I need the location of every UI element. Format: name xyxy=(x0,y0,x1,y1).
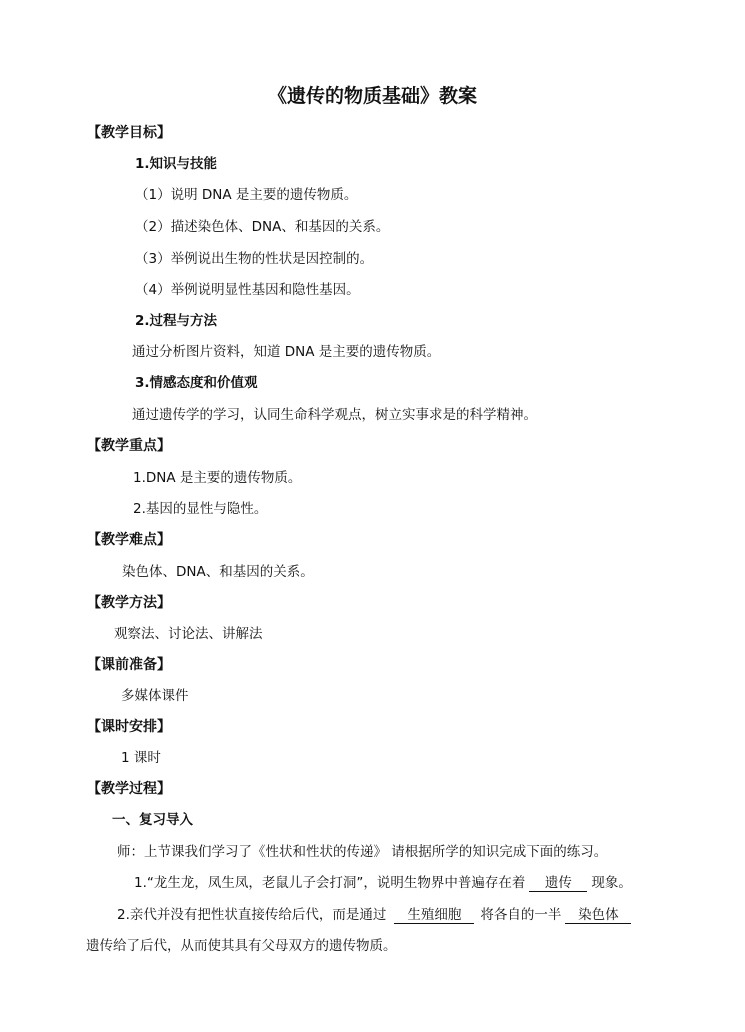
knowledge-item-4: （4）举例说明显性基因和隐性基因。 xyxy=(135,282,360,298)
heading-methods: 【教学方法】 xyxy=(87,595,171,611)
question-1 xyxy=(134,874,632,892)
question-2-answer-1: 生殖细胞 xyxy=(394,907,474,924)
document-title: 《遗传的物质基础》教案 xyxy=(267,85,477,107)
question-1-end: 现象。 xyxy=(591,875,632,891)
key-point-1: 1.DNA 是主要的遗传物质。 xyxy=(133,470,302,486)
question-2 xyxy=(117,906,631,924)
question-2-line-2: 遗传给了后代，从而使其具有父母双方的遗传物质。 xyxy=(86,938,397,954)
heading-objectives: 【教学目标】 xyxy=(87,125,171,141)
attitude-text: 通过遗传学的学习，认同生命科学观点，树立实事求是的科学精神。 xyxy=(132,407,537,423)
subheading-process: 2.过程与方法 xyxy=(135,313,218,329)
question-2-middle: 将各自的一半 xyxy=(480,907,562,923)
subheading-knowledge: 1.知识与技能 xyxy=(135,156,218,172)
step-review-intro: 一、复习导入 xyxy=(112,812,193,828)
schedule-text: 1 课时 xyxy=(121,750,161,766)
teacher-prompt: 师：上节课我们学习了《性状和性状的传递》 请根据所学的知识完成下面的练习。 xyxy=(117,844,608,860)
difficulties-text: 染色体、DNA、和基因的关系。 xyxy=(122,564,314,580)
key-point-2: 2.基因的显性与隐性。 xyxy=(133,501,268,517)
methods-text: 观察法、讨论法、讲解法 xyxy=(114,626,263,642)
heading-difficulties: 【教学难点】 xyxy=(87,532,171,548)
question-1-text: 1.“龙生龙，凤生凤，老鼠儿子会打洞”，说明生物界中普遍存在着 xyxy=(134,875,526,891)
subheading-attitude: 3.情感态度和价值观 xyxy=(135,375,258,391)
knowledge-item-3: （3）举例说出生物的性状是因控制的。 xyxy=(135,251,374,267)
question-2-text: 2.亲代并没有把性状直接传给后代，而是通过 xyxy=(117,907,387,923)
process-text: 通过分析图片资料，知道 DNA 是主要的遗传物质。 xyxy=(132,344,441,360)
heading-teaching-process: 【教学过程】 xyxy=(87,781,171,797)
knowledge-item-1: （1）说明 DNA 是主要的遗传物质。 xyxy=(135,187,358,203)
question-1-answer: 遗传 xyxy=(529,875,587,892)
preparation-text: 多媒体课件 xyxy=(121,688,189,704)
heading-key-points: 【教学重点】 xyxy=(87,438,171,454)
knowledge-item-2: （2）描述染色体、DNA、和基因的关系。 xyxy=(135,219,390,235)
heading-schedule: 【课时安排】 xyxy=(87,719,171,735)
heading-preparation: 【课前准备】 xyxy=(87,657,171,673)
question-2-answer-2: 染色体 xyxy=(565,907,631,924)
